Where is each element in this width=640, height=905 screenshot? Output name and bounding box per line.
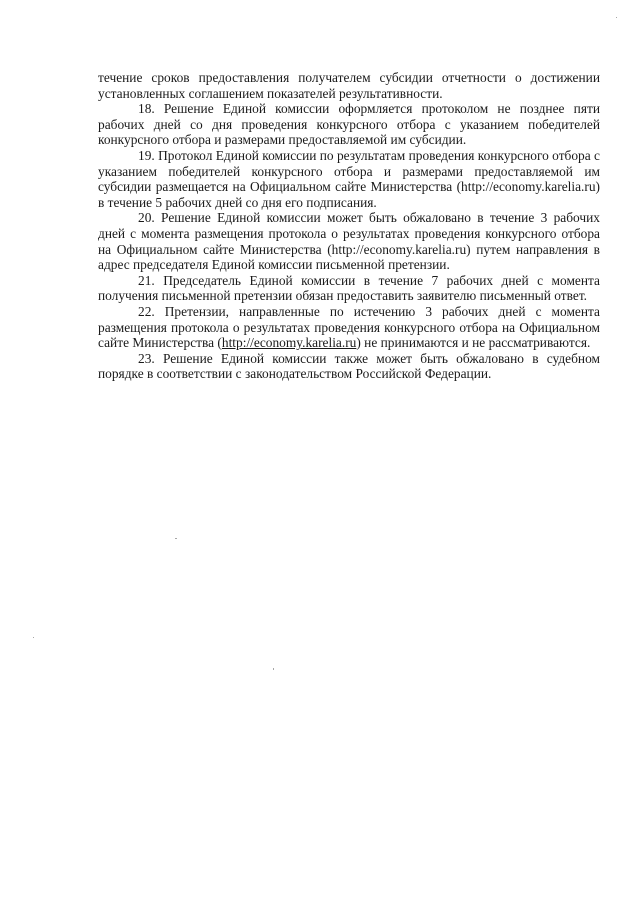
scan-speck: [616, 17, 617, 18]
scan-speck: [273, 668, 274, 670]
paragraph-22: [98, 304, 600, 351]
paragraph-19: 19. Протокол Единой комиссии по результатам проведения конкурсного отбора с указанием победителей конкурсного отбора и размерами предоставляемой им субсидии размещается на Официальном сайте Министерства (http://economy.karelia.ru) в течение 5 рабочих дней со дня его подписания.: [98, 147, 600, 210]
paragraph-21: 21. Председатель Единой комиссии в течение 7 рабочих дней с момента получения письменной претензии обязан предоставить заявителю письменный ответ.: [98, 272, 600, 304]
paragraph-continuation: течение сроков предоставления получателем субсидии отчетности о достижении установленных соглашением показателей результативности.: [98, 70, 600, 101]
paragraph-18: 18. Решение Единой комиссии оформляется протоколом не позднее пяти рабочих дней со дня проведения конкурсного отбора с указанием победителей конкурсного отбора и размерами предоставляемой им субсидии.: [98, 101, 600, 148]
paragraph-23: 23. Решение Единой комиссии также может быть обжаловано в судебном порядке в соответствии с законодательством Российской Федерации.: [98, 350, 600, 382]
document-body: [98, 70, 600, 382]
scan-speck: [175, 538, 177, 539]
paragraph-22-text-before-link: 22. Претензии, направленные по истечению 3 рабочих дней с момента размещения протокола о результатах проведения конкурсного отбора на Официальном сайте Министерства (: [98, 303, 600, 351]
ministry-website-link[interactable]: http://economy.karelia.ru: [221, 335, 357, 351]
scan-speck: [33, 637, 34, 638]
paragraph-20: 20. Решение Единой комиссии может быть обжаловано в течение 3 рабочих дней с момента размещения протокола о результатах проведения конкурсного отбора на Официальном сайте Министерства (http://economy.karelia.ru) путем направления в адрес председателя Единой комиссии письменной претензии.: [98, 210, 600, 273]
paragraph-22-text-after-link: ) не принимаются и не рассматриваются.: [356, 335, 591, 351]
